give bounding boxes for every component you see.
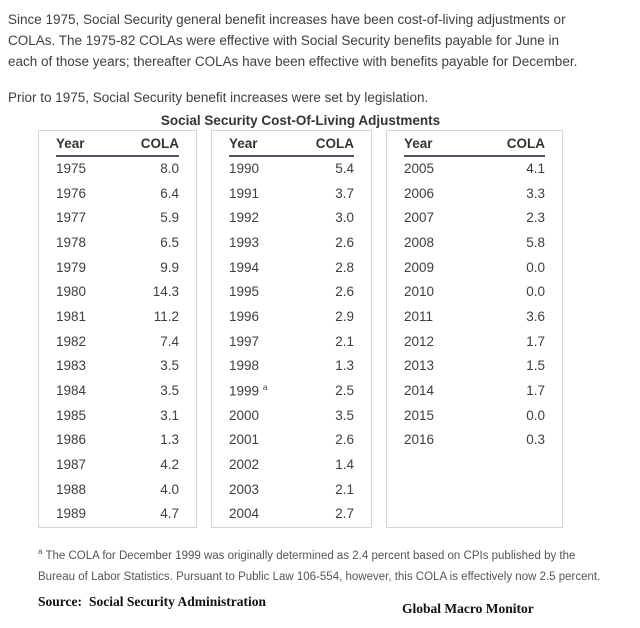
cola-cell: 5.9	[160, 210, 179, 226]
year-cell: 1979	[56, 259, 87, 275]
year-cell: 2004	[229, 506, 260, 522]
table-row	[229, 378, 354, 403]
text-line: Since 1975, Social Security general benefit increases have been cost-of-living adjustments or	[8, 12, 566, 27]
cola-cell: 1.3	[335, 358, 354, 374]
footnote-line-1: $^a$ The COLA for December 1999 was originally determined as 2.4 percent based on CPIs published by the	[38, 547, 576, 562]
year-cell: 2015	[404, 407, 435, 423]
cola-cell: 1.3	[160, 432, 179, 448]
table-row	[56, 378, 179, 403]
year-cell: 2006	[404, 185, 435, 201]
table-row	[404, 279, 545, 304]
cola-table-panel-1975-1989	[38, 130, 197, 528]
cola-cell: 6.4	[160, 185, 179, 201]
header-row	[404, 131, 545, 156]
table-row	[56, 156, 179, 181]
table-row	[56, 403, 179, 428]
table-row	[229, 230, 354, 255]
cola-cell: 0.0	[526, 407, 545, 423]
attribution: Global Macro Monitor	[402, 600, 534, 616]
cola-cell: 3.3	[526, 185, 545, 201]
year-cell: 2012	[404, 333, 435, 349]
table-row	[229, 304, 354, 329]
table-row	[404, 378, 545, 403]
table-row	[56, 304, 179, 329]
cola-table-panel-1990-2004	[211, 130, 372, 528]
table-row	[56, 181, 179, 206]
intro-paragraph-1	[0, 0, 640, 72]
year-cell: 1981	[56, 308, 87, 324]
table-row	[229, 403, 354, 428]
header-row	[56, 131, 179, 156]
footnote-line-2: Bureau of Labor Statistics. Pursuant to Public Law 106-554, however, this COLA is effectively now 2.5 percent.	[38, 570, 601, 583]
footnote-marker: a	[262, 382, 268, 393]
text-line: each of those years; thereafter COLAs have been effective with benefits payable for December.	[8, 54, 578, 69]
text-line: COLAs. The 1975-82 COLAs were effective with Social Security benefits payable for June in	[8, 33, 560, 48]
cola-cell: 3.6	[526, 308, 545, 324]
cola-cell: 6.5	[160, 234, 179, 250]
year-cell: 1977	[56, 210, 87, 226]
cola-tables	[38, 130, 640, 528]
cola-cell: 1.5	[526, 358, 545, 374]
cola-cell: 5.8	[526, 234, 545, 250]
cola-cell: 7.4	[160, 333, 179, 349]
year-cell: 1994	[229, 259, 260, 275]
cola-cell: 3.5	[160, 358, 179, 374]
year-cell: 1986	[56, 432, 87, 448]
cola-table-1975-1989	[56, 131, 179, 526]
table-row	[56, 452, 179, 477]
year-cell: 1989	[56, 506, 87, 522]
year-cell: 1984	[56, 383, 87, 399]
cola-cell: 3.0	[335, 210, 354, 226]
cola-cell: 2.1	[335, 333, 354, 349]
cola-cell: 3.7	[335, 185, 354, 201]
year-cell: 2005	[404, 161, 435, 177]
cola-cell: 0.3	[526, 432, 545, 448]
year-cell: 2000	[229, 407, 260, 423]
intro-paragraph-2: Prior to 1975, Social Security benefit increases were set by legislation.	[8, 90, 429, 105]
year-cell: 1990	[229, 161, 260, 177]
table-row	[404, 354, 545, 379]
year-cell: 1985	[56, 407, 87, 423]
table-row	[229, 452, 354, 477]
cola-cell: 9.9	[160, 259, 179, 275]
footnote-marker: a	[38, 547, 43, 556]
table-row	[229, 329, 354, 354]
table-row	[229, 279, 354, 304]
year-cell: 2014	[404, 383, 435, 399]
year-cell: 1991	[229, 185, 260, 201]
table-row	[56, 329, 179, 354]
year-cell: 1980	[56, 284, 87, 300]
table-row	[56, 502, 179, 527]
table-row	[404, 230, 545, 255]
table-row	[56, 477, 179, 502]
year-cell: 1993	[229, 234, 260, 250]
year-cell: 1978	[56, 234, 87, 250]
cola-cell: 2.9	[335, 308, 354, 324]
cola-cell: 3.5	[160, 383, 179, 399]
table-row	[404, 205, 545, 230]
year-cell: 2003	[229, 481, 260, 497]
year-column-header: Year	[56, 131, 110, 156]
year-column-header: Year	[404, 131, 466, 156]
table-row	[404, 329, 545, 354]
table-row	[404, 428, 545, 453]
cola-cell: 0.0	[526, 259, 545, 275]
cola-cell: 1.7	[526, 333, 545, 349]
cola-cell: 2.6	[335, 234, 354, 250]
year-cell: 2010	[404, 284, 435, 300]
cola-cell: 1.7	[526, 383, 545, 399]
year-cell: 1983	[56, 358, 87, 374]
cola-column-header: COLA	[110, 131, 179, 156]
year-cell: 2002	[229, 457, 260, 473]
year-cell: 2013	[404, 358, 435, 374]
source-value: Social Security Administration	[89, 593, 267, 609]
year-cell: 1999 $^a$	[229, 382, 268, 399]
year-cell: 1995	[229, 284, 260, 300]
footnote	[38, 541, 640, 588]
year-cell: 2016	[404, 432, 435, 448]
year-cell: 1982	[56, 333, 87, 349]
cola-cell: 2.3	[526, 210, 545, 226]
year-cell: 1992	[229, 210, 260, 226]
table-row	[56, 354, 179, 379]
year-cell: 1996	[229, 308, 260, 324]
cola-table-2005-2016	[404, 131, 545, 452]
cola-table-1990-2004	[229, 131, 354, 526]
cola-cell: 0.0	[526, 284, 545, 300]
table-row	[229, 181, 354, 206]
table-row	[56, 279, 179, 304]
table-row	[229, 502, 354, 527]
cola-cell: 4.1	[526, 161, 545, 177]
cola-cell: 3.1	[160, 407, 179, 423]
year-cell: 2011	[404, 308, 434, 324]
footer	[38, 594, 640, 628]
year-cell: 1997	[229, 333, 260, 349]
year-cell: 2007	[404, 210, 435, 226]
source-line	[38, 594, 266, 610]
table-row	[56, 428, 179, 453]
year-cell: 2009	[404, 259, 435, 275]
year-cell: 1975	[56, 161, 87, 177]
header-row	[229, 131, 354, 156]
cola-cell: 4.7	[160, 506, 179, 522]
cola-cell: 4.0	[160, 481, 179, 497]
cola-column-header: COLA	[292, 131, 354, 156]
table-row	[56, 205, 179, 230]
table-row	[229, 156, 354, 181]
table-row	[229, 255, 354, 280]
table-row	[404, 403, 545, 428]
cola-cell: 8.0	[160, 161, 179, 177]
cola-cell: 1.4	[335, 457, 354, 473]
table-title: Social Security Cost-Of-Living Adjustments	[160, 113, 441, 128]
cola-column-header: COLA	[466, 131, 545, 156]
table-row	[56, 230, 179, 255]
table-row	[404, 255, 545, 280]
table-row	[404, 156, 545, 181]
year-cell: 1988	[56, 481, 87, 497]
table-row	[229, 205, 354, 230]
year-column-header: Year	[229, 131, 292, 156]
cola-cell: 2.5	[335, 383, 354, 399]
year-cell: 2001	[229, 432, 260, 448]
cola-cell: 3.5	[335, 407, 354, 423]
table-row	[404, 181, 545, 206]
table-row	[404, 304, 545, 329]
cola-cell: 2.1	[335, 481, 354, 497]
cola-cell: 2.8	[335, 259, 354, 275]
source-label: Source:	[38, 593, 82, 609]
table-row	[229, 354, 354, 379]
cola-table-panel-2005-2016	[386, 130, 563, 528]
table-row	[229, 477, 354, 502]
cola-cell: 2.7	[335, 506, 354, 522]
cola-cell: 11.2	[153, 308, 179, 324]
cola-cell: 5.4	[335, 161, 354, 177]
year-cell: 1976	[56, 185, 87, 201]
cola-cell: 14.3	[152, 284, 179, 300]
cola-cell: 4.2	[160, 457, 179, 473]
cola-cell: 2.6	[335, 432, 354, 448]
year-cell: 1987	[56, 457, 87, 473]
table-row	[229, 428, 354, 453]
year-cell: 1998	[229, 358, 260, 374]
cola-cell: 2.6	[335, 284, 354, 300]
table-row	[56, 255, 179, 280]
year-cell: 2008	[404, 234, 435, 250]
